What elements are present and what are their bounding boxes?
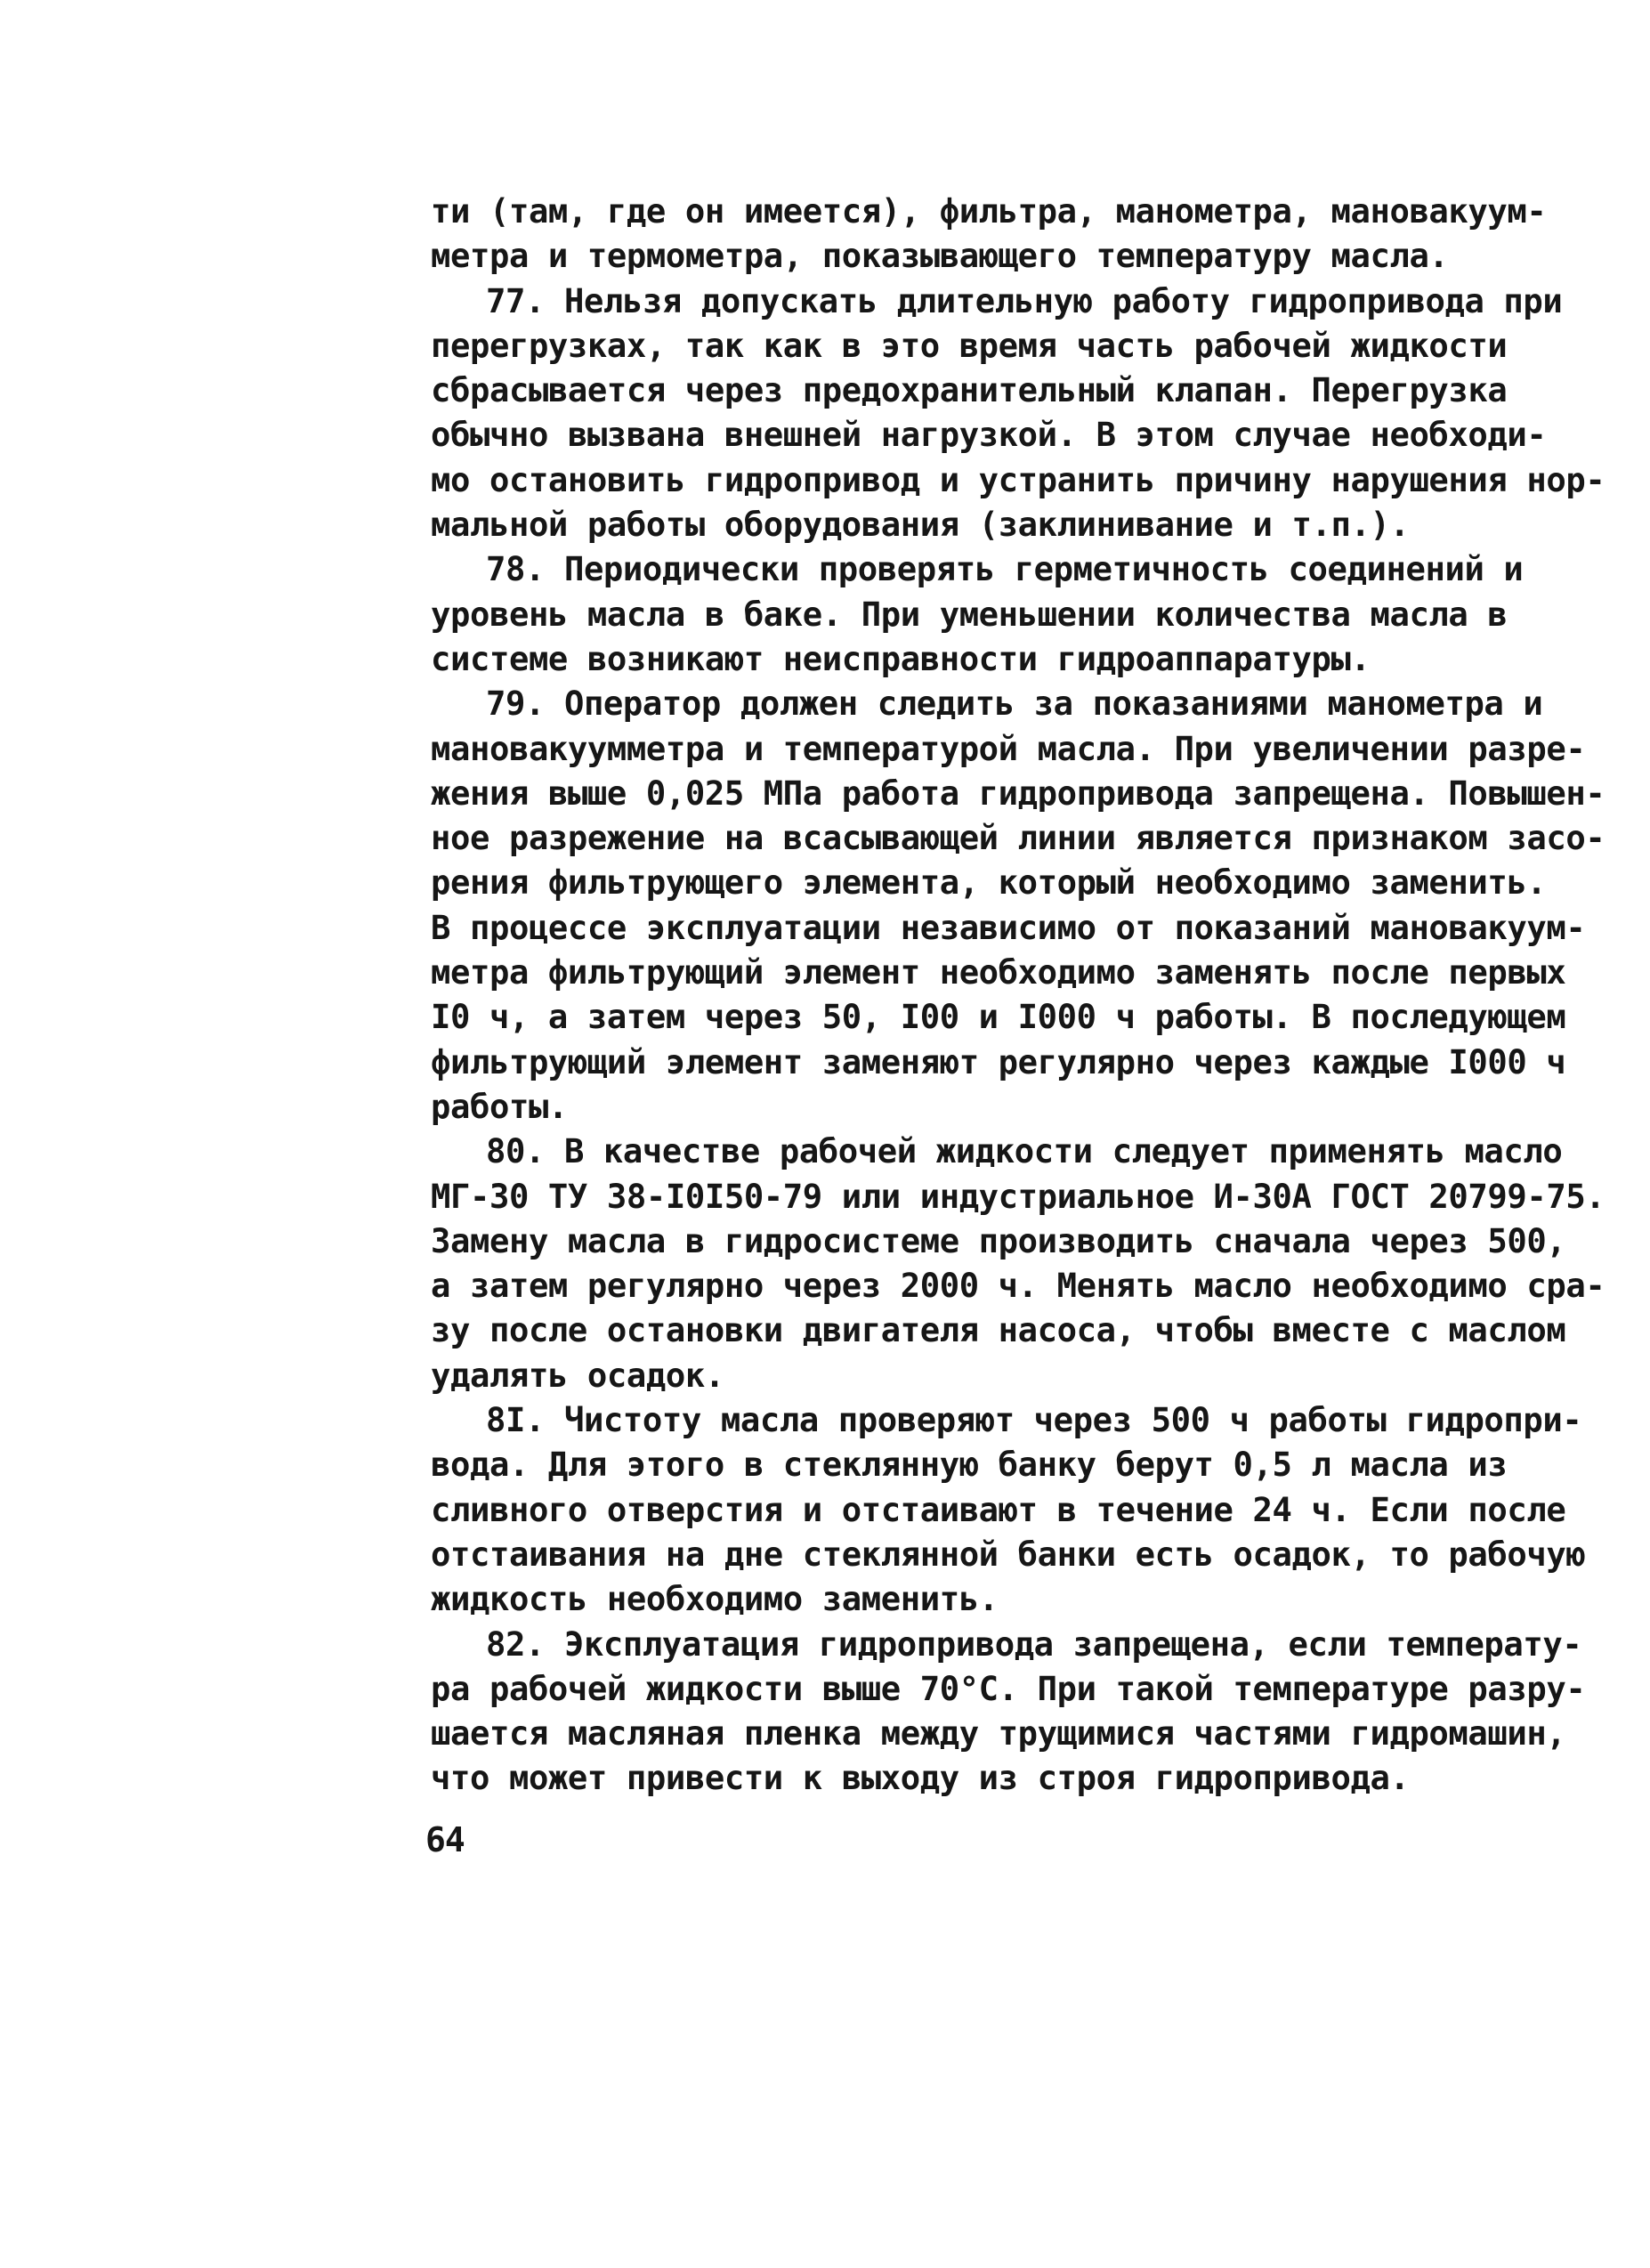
text-line: удалять осадок. [431, 1355, 724, 1395]
paragraph-79-start: 79. Оператор должен следить за показаниями манометра и [486, 684, 1543, 724]
text-line: ное разрежение на всасывающей линии является признаком засо- [431, 818, 1606, 858]
text-line: мановакуумметра и температурой масла. При увеличении разре- [431, 728, 1586, 768]
paragraph-80-start: 80. В качестве рабочей жидкости следует применять масло [486, 1131, 1563, 1171]
text-line: рения фильтрующего элемента, который необходимо заменить. [431, 863, 1547, 903]
text-line: сливного отверстия и отстаивают в течение 24 ч. Если после [431, 1489, 1566, 1529]
text-line: ти (там, где он имеется), фильтра, манометра, мановакуум- [431, 191, 1547, 231]
text-line: метра фильтрующий элемент необходимо заменять после первых [431, 952, 1566, 992]
text-line: вода. Для этого в стеклянную банку берут 0,5 л масла из [431, 1445, 1508, 1485]
text-line: жидкость необходимо заменить. [431, 1579, 999, 1619]
text-line: Замену масла в гидросистеме производить сначала через 500, [431, 1220, 1566, 1260]
body-text [431, 189, 1606, 1801]
text-line: системе возникают неисправности гидроаппаратуры. [431, 638, 1371, 678]
text-line: зу после остановки двигателя насоса, чтобы вместе с маслом [431, 1310, 1566, 1350]
text-line: МГ-30 ТУ 38-I0I50-79 или индустриальное И-30А ГОСТ 20799-75. [431, 1176, 1606, 1216]
text-line: фильтрующий элемент заменяют регулярно через каждые I000 ч [431, 1041, 1566, 1081]
text-line: I0 ч, а затем через 50, I00 и I000 ч работы. В последующем [431, 997, 1566, 1037]
text-line: что может привести к выходу из строя гидропривода. [431, 1758, 1410, 1798]
text-line: В процессе эксплуатации независимо от показаний мановакуум- [431, 907, 1586, 947]
text-line: а затем регулярно через 2000 ч. Менять масло необходимо сра- [431, 1266, 1606, 1306]
text-line: обычно вызвана внешней нагрузкой. В этом случае необходи- [431, 415, 1547, 455]
page-number: 64 [425, 1820, 465, 1859]
text-line: перегрузках, так как в это время часть рабочей жидкости [431, 325, 1508, 365]
text-line: мальной работы оборудования (заклинивание и т.п.). [431, 505, 1410, 545]
paragraph-78-start: 78. Периодически проверять герметичность соединений и [486, 549, 1524, 589]
text-line: ра рабочей жидкости выше 70°С. При такой температуре разру- [431, 1668, 1586, 1708]
text-line: жения выше 0,025 МПа работа гидропривода запрещена. Повышен- [431, 773, 1606, 813]
text-line: уровень масла в баке. При уменьшении количества масла в [431, 594, 1508, 634]
text-line: метра и термометра, показывающего температуру масла. [431, 236, 1449, 276]
paragraph-82-start: 82. Эксплуатация гидропривода запрещена, если температу- [486, 1624, 1582, 1664]
text-line: шается масляная пленка между трущимися частями гидромашин, [431, 1713, 1566, 1754]
paragraph-81-start: 8I. Чистоту масла проверяют через 500 ч работы гидропри- [486, 1400, 1582, 1440]
text-line: мо остановить гидропривод и устранить причину нарушения нор- [431, 459, 1606, 499]
paragraph-77-start: 77. Нельзя допускать длительную работу гидропривода при [486, 280, 1563, 320]
text-line: отстаивания на дне стеклянной банки есть осадок, то рабочую [431, 1534, 1586, 1574]
text-line: работы. [431, 1086, 568, 1126]
text-line: сбрасывается через предохранительный клапан. Перегрузка [431, 370, 1508, 410]
